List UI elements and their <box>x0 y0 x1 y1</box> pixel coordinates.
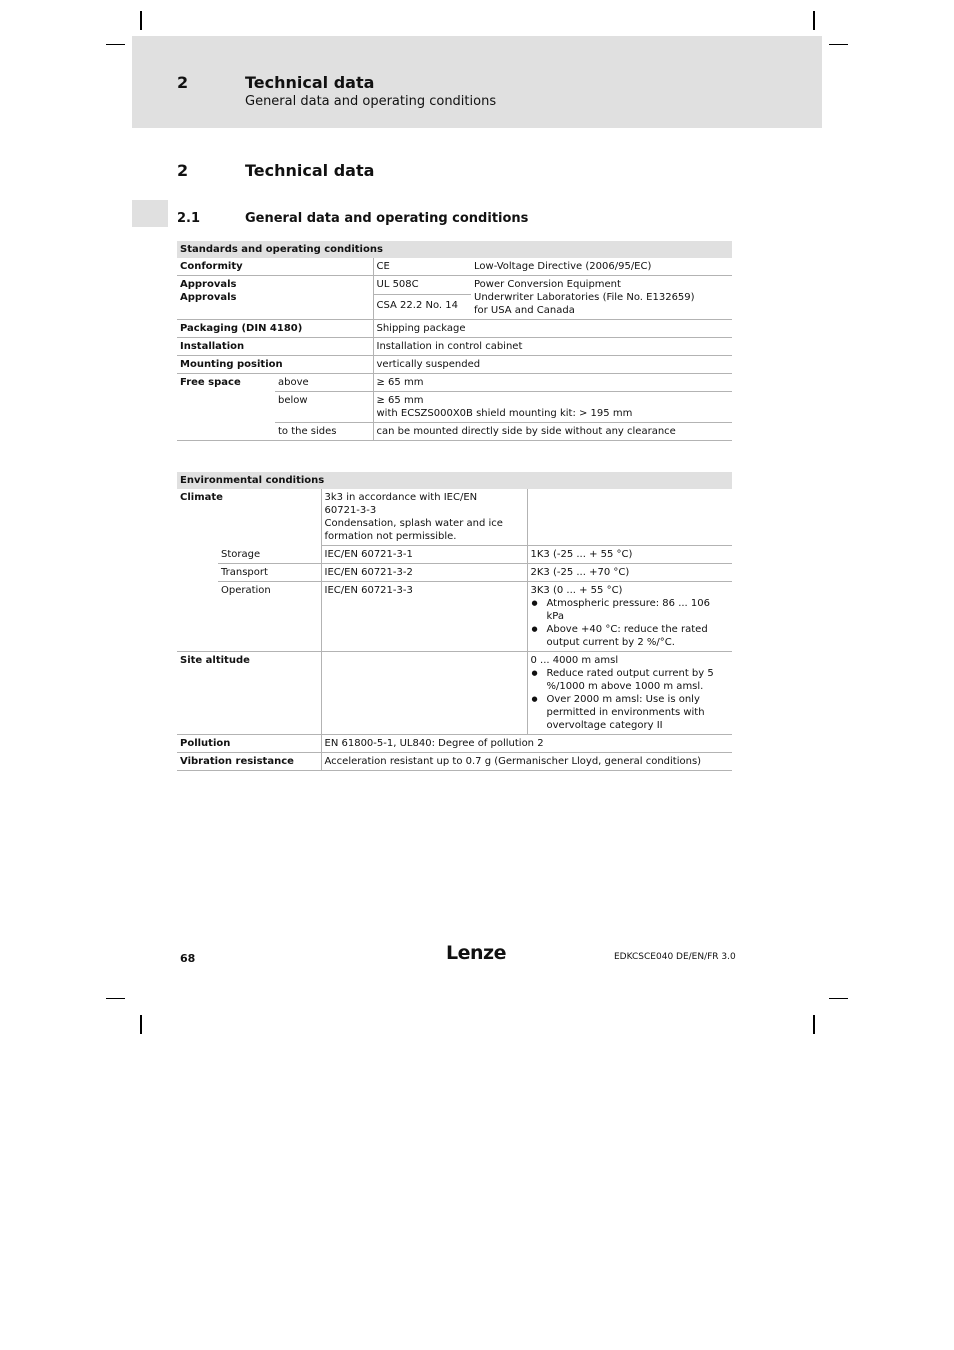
row-value: Acceleration resistant up to 0.7 g (Germanischer Lloyd, general conditions) <box>321 753 732 771</box>
climate-line: formation not permissible. <box>324 531 457 542</box>
bullet-item: ● Atmospheric pressure: 86 ... 106 kPa <box>531 597 730 623</box>
row-value: vertically suspended <box>373 356 732 374</box>
row-detail: Low-Voltage Directive (2006/95/EC) <box>471 258 732 276</box>
row-sublabel: above <box>275 374 373 392</box>
row-detail <box>527 652 732 735</box>
header-chapter-title: Technical data <box>245 73 375 92</box>
crop-mark <box>106 998 125 999</box>
crop-mark <box>140 11 142 30</box>
approval-detail: Power Conversion Equipment <box>474 279 621 290</box>
chapter-title: Technical data <box>245 161 375 180</box>
row-value: IEC/EN 60721-3-1 <box>321 546 527 564</box>
table-row <box>177 735 732 753</box>
row-label: Site altitude <box>177 652 321 735</box>
bullet-item: ● Reduce rated output current by 5 %/1000 m above 1000 m amsl. <box>531 667 730 693</box>
approvals-label: Approvals <box>180 279 237 290</box>
table-row <box>177 320 732 338</box>
row-label: Installation <box>177 338 373 356</box>
approval-detail: for USA and Canada <box>474 305 575 316</box>
row-sublabel: below <box>275 392 373 423</box>
climate-line: Condensation, splash water and ice <box>324 518 503 529</box>
row-value: EN 61800-5-1, UL840: Degree of pollution 2 <box>321 735 732 753</box>
free-space-below-value: ≥ 65 mm <box>376 395 424 406</box>
lenze-logo: Lenze <box>446 942 506 964</box>
table-row <box>177 356 732 374</box>
table-title: Environmental conditions <box>177 472 732 489</box>
table-header-row <box>177 241 732 258</box>
row-label: Mounting position <box>177 356 373 374</box>
row-label: Pollution <box>177 735 321 753</box>
row-label: Free space <box>177 374 275 441</box>
row-detail: 1K3 (-25 ... + 55 °C) <box>527 546 732 564</box>
table-row <box>177 753 732 771</box>
row-value <box>321 489 527 546</box>
row-label: Climate <box>180 492 223 503</box>
table-row <box>177 338 732 356</box>
table-row <box>177 564 732 582</box>
section-title: General data and operating conditions <box>245 211 529 226</box>
crop-mark <box>813 1015 815 1034</box>
row-value: Installation in control cabinet <box>373 338 732 356</box>
section-marker <box>132 200 168 227</box>
altitude-range: 0 ... 4000 m amsl <box>530 655 619 666</box>
row-value: UL 508C <box>373 276 471 295</box>
bullet-item: ● Over 2000 m amsl: Use is only permitted in environments with overvoltage category II <box>531 693 730 732</box>
crop-mark <box>106 44 125 45</box>
table-row <box>177 489 732 546</box>
row-label: Packaging (DIN 4180) <box>177 320 373 338</box>
approval-detail: Underwriter Laboratories (File No. E132659) <box>474 292 695 303</box>
row-value <box>373 392 732 423</box>
climate-line: 3k3 in accordance with IEC/EN <box>324 492 478 503</box>
row-sublabel: Operation <box>218 582 321 652</box>
row-value: IEC/EN 60721-3-3 <box>321 582 527 652</box>
running-header <box>132 36 822 128</box>
free-space-below-note: with ECSZS000X0B shield mounting kit: > 195 mm <box>376 408 633 419</box>
row-value: ≥ 65 mm <box>373 374 732 392</box>
table-title: Standards and operating conditions <box>177 241 732 258</box>
table-header-row <box>177 472 732 489</box>
environment-table <box>177 472 732 771</box>
row-value: IEC/EN 60721-3-2 <box>321 564 527 582</box>
operation-bullets <box>531 597 730 649</box>
row-label: Conformity <box>177 258 373 276</box>
table-row <box>177 258 732 276</box>
header-subtitle: General data and operating conditions <box>245 94 497 109</box>
table-row <box>177 582 732 652</box>
row-sublabel: to the sides <box>275 423 373 441</box>
row-label <box>177 276 373 320</box>
row-value: can be mounted directly side by side without any clearance <box>373 423 732 441</box>
indent-cell <box>177 546 218 564</box>
crop-mark <box>813 11 815 30</box>
row-value: Shipping package <box>373 320 732 338</box>
row-label: Vibration resistance <box>177 753 321 771</box>
table-row <box>177 546 732 564</box>
crop-mark <box>140 1015 142 1034</box>
row-sublabel: Storage <box>218 546 321 564</box>
row-value <box>321 652 527 735</box>
row-detail <box>527 582 732 652</box>
approvals-label: Approvals <box>180 292 237 303</box>
table-row <box>177 276 732 295</box>
standards-table <box>177 241 732 441</box>
indent-cell <box>177 582 218 652</box>
chapter-number: 2 <box>177 161 189 180</box>
bullet-item: ● Above +40 °C: reduce the rated output current by 2 %/°C. <box>531 623 730 649</box>
climate-line: 60721-3-3 <box>324 505 377 516</box>
table-row <box>177 374 732 392</box>
altitude-bullets <box>531 667 730 732</box>
row-detail <box>527 489 732 546</box>
indent-cell <box>177 564 218 582</box>
row-detail: 2K3 (-25 ... +70 °C) <box>527 564 732 582</box>
crop-mark <box>829 998 848 999</box>
row-detail <box>471 276 732 320</box>
row-value: CSA 22.2 No. 14 <box>373 295 471 320</box>
table-row <box>177 652 732 735</box>
row-sublabel: Transport <box>218 564 321 582</box>
row-value: CE <box>373 258 471 276</box>
document-reference: EDKCSCE040 DE/EN/FR 3.0 <box>614 952 736 962</box>
crop-mark <box>829 44 848 45</box>
page-number: 68 <box>180 952 196 965</box>
header-chapter-number: 2 <box>177 73 189 92</box>
operation-class: 3K3 (0 ... + 55 °C) <box>530 585 623 596</box>
section-number: 2.1 <box>177 211 201 226</box>
